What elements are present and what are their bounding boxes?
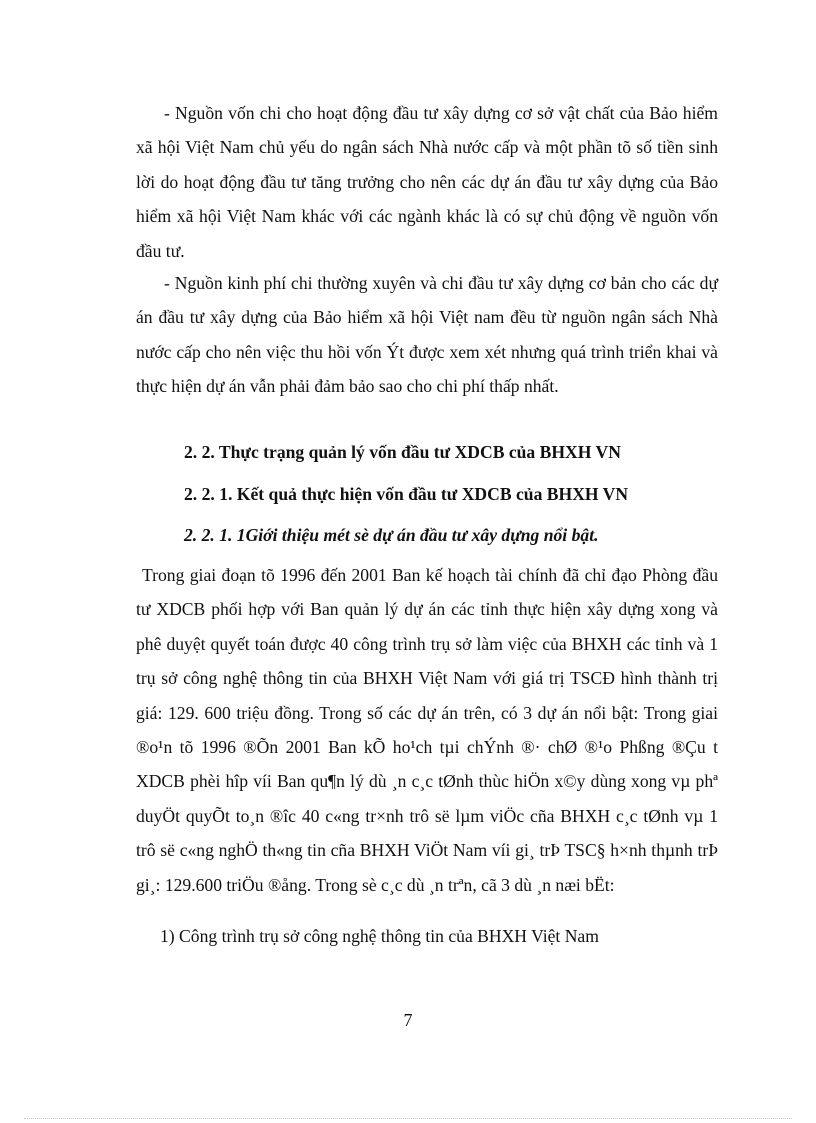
paragraph-funding-source: - Nguồn vốn chi cho hoạt động đầu tư xây dựng cơ sở vật chất của Bảo hiểm xã hội Việt Nam chủ yếu do ngân sách Nhà nước cấp và một phần tõ số tiền sinh lời do hoạt động đầu tư tăng trưởng cho nên các dự án đầu tư xây dựng của Bảo hiểm xã hội Việt Nam khác với các ngành khác là có sự chủ động về nguồn vốn đầu tư. [136, 103, 718, 261]
section-heading-2-2-1-1: 2. 2. 1. 1Giới thiệu mét sè dự án đầu tư xây dựng nổi bật. [184, 525, 599, 545]
paragraph-project-overview: Trong giai đoạn tõ 1996 đến 2001 Ban kế hoạch tài chính đã chỉ đạo Phòng đầu tư XDCB phối hợp với Ban quản lý dự án các tỉnh thực hiện xây dựng xong và phê duyệt quyết toán được 40 công trình trụ sở làm việc của BHXH các tỉnh và 1 trụ sở công nghệ thông tin của BHXH Việt Nam với giá trị TSCĐ hình thành trị giá: 129. 600 triệu đồng. Trong số các dự án trên, có 3 dự án nổi bật: Trong giai ®o¹n tõ 1996 ®Õn 2001 Ban kÕ ho¹ch tµi chÝnh ®· chØ ®¹o Phßng ®Çu t XDCB phèi hîp víi Ban qu¶n lý dù ¸n c¸c tØnh thùc hiÖn x©y dùng xong vµ phª duyÖt quyÕt to¸n ®îc 40 c«ng tr×nh trô së lµm viÖc cña BHXH c¸c tØnh vµ 1 trô së c«ng nghÖ th«ng tin cña BHXH ViÖt Nam víi gi¸ trÞ TSC§ h×nh thµnh trÞ gi¸: 129.600 triÖu ®ång. Trong sè c¸c dù ¸n trªn, cã 3 dù ¸n næi bËt: [136, 565, 718, 895]
footer-divider [24, 1118, 792, 1119]
page-number: 7 [403, 1010, 413, 1030]
paragraph-operating-expenses: - Nguồn kinh phí chi thường xuyên và chi đầu tư xây dựng cơ bản cho các dự án đầu tư xây dựng của Bảo hiểm xã hội Việt nam đều từ nguồn ngân sách Nhà nước cấp cho nên việc thu hồi vốn Ýt được xem xét nhưng quá trình triển khai và thực hiện dự án vẫn phải đảm bảo sao cho chi phí thấp nhất. [136, 273, 718, 397]
list-item-it-headquarters: 1) Công trình trụ sở công nghệ thông tin của BHXH Việt Nam [160, 926, 599, 946]
section-heading-2-2-1: 2. 2. 1. Kết quả thực hiện vốn đầu tư XDCB của BHXH VN [184, 484, 629, 504]
section-heading-2-2: 2. 2. Thực trạng quản lý vốn đầu tư XDCB của BHXH VN [184, 442, 621, 462]
